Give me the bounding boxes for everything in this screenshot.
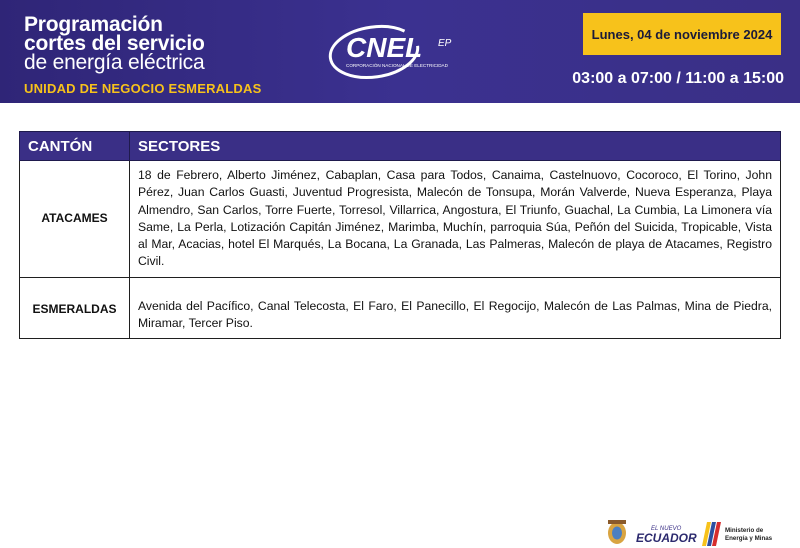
- cnel-logo: [326, 22, 476, 82]
- sectors-cell: Avenida del Pacífico, Canal Telecosta, El Faro, El Panecillo, El Regocijo, Malecón de Las Palmas, Mina de Piedra, Miramar, Tercer Piso.: [130, 277, 781, 339]
- hours-range: 03:00 a 07:00 / 11:00 a 15:00: [572, 70, 784, 87]
- footer-logos: [604, 518, 794, 548]
- header-canton: CANTÓN: [20, 132, 130, 161]
- date-badge: [583, 13, 781, 55]
- logo-suffix: EP: [438, 38, 452, 49]
- ecuador-coat-of-arms-icon: [608, 520, 626, 544]
- title-block: [24, 15, 205, 72]
- table-header-row: [20, 132, 781, 161]
- footer-logo-line2: ECUADOR: [636, 531, 697, 545]
- date-text: Lunes, 04 de noviembre 2024: [591, 26, 773, 42]
- canton-cell: ESMERALDAS: [20, 277, 130, 339]
- footer-logo-line1: EL NUEVO: [651, 526, 682, 532]
- title-line-1: Programación: [24, 13, 163, 36]
- ministry-line-1: Ministerio de: [725, 527, 764, 534]
- table-row: [20, 277, 781, 339]
- flag-stripes-icon: [702, 522, 721, 546]
- title-line-3: de energía eléctrica: [24, 51, 205, 74]
- business-unit-label: UNIDAD DE NEGOCIO ESMERALDAS: [24, 81, 262, 96]
- table-row: [20, 161, 781, 278]
- outage-schedule-table: [19, 131, 781, 339]
- canton-cell: ATACAMES: [20, 161, 130, 278]
- header-sectors: SECTORES: [130, 132, 781, 161]
- ministry-line-2: Energía y Minas: [725, 535, 773, 542]
- logo-brand: CNEL: [346, 32, 423, 63]
- sectors-cell: 18 de Febrero, Alberto Jiménez, Cabaplan, Casa para Todos, Canaima, Castelnuovo, Cocoroco, El Torino, John Pérez, Juan Carlos Guasti, Juventud Progresista, Malecón de Tonsupa, Morán Valverde, Nueva Esperanza, Playa Almendro, San Carlos, Torre Fuerte, Torresol, Villarrica, Angostura, El Triunfo, Guachal, La Cumbia, La Limonera vía Same, La Perla, Lotización Capitán Jiménez, Marimba, Muchín, parroquia Súa, Peñón del Suicida, Tropicable, Vista al Mar, Acacias, hotel El Marqués, La Bocana, La Granada, Las Palmeras, Malecón de playa de Atacames, Registro Civil.: [130, 161, 781, 278]
- title-line-2: cortes del servicio: [24, 32, 205, 55]
- logo-tagline: CORPORACIÓN NACIONAL DE ELECTRICIDAD: [346, 63, 448, 68]
- header-banner: [0, 0, 800, 103]
